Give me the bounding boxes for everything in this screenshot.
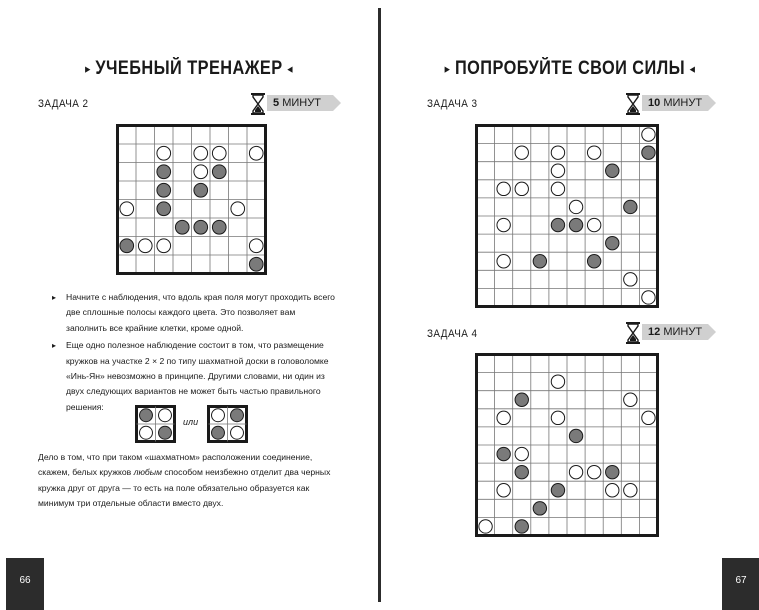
time-badge (267, 95, 333, 111)
explanation-paragraph: Дело в том, что при таком «шахматном» расположении соединение, скажем, белых кружков любым способом неизбежно отделит два черных кружка друг от друга — то есть на поле обязательно образуется как минимум три отдельные области вместо двух. (38, 452, 331, 509)
white-circle (157, 146, 171, 160)
white-circle (212, 146, 226, 160)
black-circle (515, 465, 528, 478)
right-heading: ▸ ПОПРОБУЙТЕ СВОИ СИЛЫ ◂ (444, 58, 696, 79)
hourglass-icon (625, 93, 641, 115)
white-circle (249, 146, 263, 160)
white-circle (587, 465, 600, 478)
white-circle (606, 484, 619, 497)
black-circle (606, 164, 619, 177)
white-circle (551, 375, 564, 388)
bullet-2: ▸ Еще одно полезное наблюдение состоит в том, что размещение кружков на участке 2 × 2 по типу шахматной доски в головоломке «Инь-Ян» невозможно в принципе. Другими словами, ни один из двух следующих вариантов не может быть частью правильного решения: (38, 338, 338, 415)
black-circle (157, 202, 171, 216)
white-circle (624, 393, 637, 406)
explanation (38, 450, 338, 512)
time-badge (642, 324, 708, 340)
black-circle (194, 220, 208, 234)
hourglass-icon (250, 93, 266, 115)
right-page (381, 0, 759, 610)
hourglass-icon (625, 322, 641, 344)
time-number: 10 (648, 97, 661, 109)
black-circle (533, 255, 546, 268)
white-circle (551, 164, 564, 177)
white-circle (551, 182, 564, 195)
white-circle (231, 202, 245, 216)
white-circle (497, 182, 510, 195)
black-circle (606, 465, 619, 478)
black-circle (212, 220, 226, 234)
white-circle (624, 484, 637, 497)
black-circle (497, 447, 510, 460)
white-circle (140, 426, 153, 439)
page-number-right: 67 (722, 558, 759, 610)
white-circle (120, 202, 134, 216)
black-circle (194, 183, 208, 197)
black-circle (157, 183, 171, 197)
white-circle (479, 520, 492, 533)
black-circle (212, 165, 226, 179)
black-circle (569, 429, 582, 442)
white-circle (569, 465, 582, 478)
black-circle (231, 409, 244, 422)
checkerboard-example-b (207, 405, 248, 443)
black-circle (533, 502, 546, 515)
task-4-puzzle-grid (475, 353, 659, 537)
white-circle (515, 447, 528, 460)
task-3-label: ЗАДАЧА 3 (427, 98, 478, 110)
left-text (38, 290, 338, 415)
white-circle (515, 146, 528, 159)
white-circle (231, 426, 244, 439)
white-circle (212, 409, 225, 422)
task-2-puzzle-grid (116, 124, 267, 275)
black-circle (249, 257, 263, 271)
task-3-puzzle-grid (475, 124, 659, 308)
black-circle (606, 236, 619, 249)
black-circle (515, 520, 528, 533)
white-circle (249, 239, 263, 253)
white-circle (194, 146, 208, 160)
left-page (0, 0, 378, 610)
white-circle (497, 484, 510, 497)
black-circle (551, 484, 564, 497)
task-4-label: ЗАДАЧА 4 (427, 328, 478, 340)
white-circle (642, 411, 655, 424)
task-2-label: ЗАДАЧА 2 (38, 98, 89, 110)
page-number-left: 66 (6, 558, 44, 610)
black-circle (624, 200, 637, 213)
time-number: 5 (273, 97, 280, 109)
black-circle (551, 218, 564, 231)
black-circle (175, 220, 189, 234)
time-number: 12 (648, 326, 661, 338)
white-circle (497, 255, 510, 268)
black-circle (212, 426, 225, 439)
time-unit: МИНУТ (282, 97, 321, 109)
white-circle (569, 200, 582, 213)
time-badge (642, 95, 708, 111)
black-circle (587, 255, 600, 268)
black-circle (515, 393, 528, 406)
black-circle (140, 409, 153, 422)
white-circle (159, 409, 172, 422)
white-circle (551, 146, 564, 159)
black-circle (157, 165, 171, 179)
black-circle (642, 146, 655, 159)
white-circle (157, 239, 171, 253)
white-circle (642, 128, 655, 141)
black-circle (159, 426, 172, 439)
or-label: или (183, 417, 199, 427)
black-circle (120, 239, 134, 253)
bullet-1: ▸ Начните с наблюдения, что вдоль края поля могут проходить всего две сплошные полосы каждого цвета. Это позволяет вам заполнить все крайние клетки, кроме одной. (38, 290, 338, 336)
black-circle (569, 218, 582, 231)
white-circle (497, 218, 510, 231)
checkerboard-example-a (135, 405, 176, 443)
white-circle (515, 182, 528, 195)
white-circle (138, 239, 152, 253)
white-circle (194, 165, 208, 179)
time-unit: МИНУТ (663, 326, 703, 338)
time-unit: МИНУТ (663, 97, 703, 109)
white-circle (587, 146, 600, 159)
white-circle (497, 411, 510, 424)
left-heading: ▸ УЧЕБНЫЙ ТРЕНАЖЕР ◂ (85, 58, 293, 79)
white-circle (551, 411, 564, 424)
white-circle (587, 218, 600, 231)
white-circle (642, 291, 655, 304)
white-circle (624, 273, 637, 286)
